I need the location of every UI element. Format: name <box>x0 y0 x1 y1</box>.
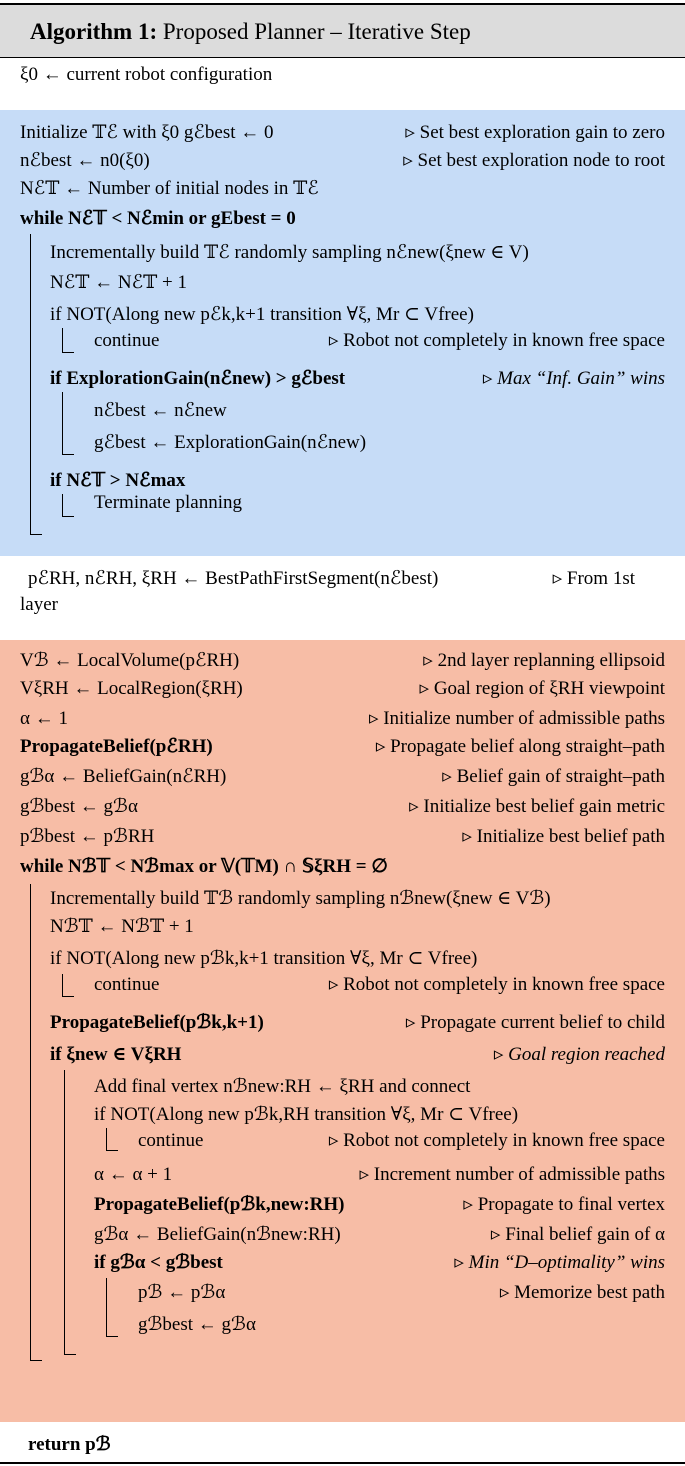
comment: ▹ Set best exploration gain to zero <box>405 122 665 143</box>
best-path-line: pℰRH, nℰRH, ξRH ← BestPathFirstSegment(nℰbest) <box>28 568 439 589</box>
comment: ▹ Set best exploration node to root <box>403 150 665 171</box>
code-line: nℰbest ← nℰnew <box>94 400 227 421</box>
code-line: pℬ ← pℬα <box>138 1282 226 1303</box>
while-scope-bar <box>30 884 31 1360</box>
if-scope-bar <box>106 1128 107 1150</box>
code-line: if NOT(Along new pℰk,k+1 transition ∀ξ, Mr ⊂ Vfree) <box>50 304 474 325</box>
code-line: Nℰ𝕋 ← Number of initial nodes in 𝕋ℰ <box>20 178 319 199</box>
best-path-line-cont: layer <box>20 594 58 615</box>
if-scope-bar <box>62 974 63 996</box>
comment: ▹ Robot not completely in known free space <box>328 974 665 995</box>
bottom-rule <box>0 1462 685 1464</box>
comment: ▹ 2nd layer replanning ellipsoid <box>423 650 665 671</box>
code-line: PropagateBelief(pℬk,k+1) <box>50 1012 264 1033</box>
comment: ▹ Min “D–optimality” wins <box>454 1252 665 1273</box>
if-scope-end <box>62 454 74 455</box>
comment: ▹ Goal region reached <box>493 1044 665 1065</box>
comment: ▹ Robot not completely in known free space <box>328 1130 665 1151</box>
if-scope-end <box>106 1336 118 1337</box>
return-line: return pℬ <box>28 1434 111 1455</box>
code-line: α ← 1 <box>20 708 68 729</box>
while-scope-end <box>30 1360 42 1361</box>
code-line: if ξnew ∈ VξRH <box>50 1044 182 1065</box>
comment: ▹ Memorize best path <box>499 1282 665 1303</box>
algorithm-label: Algorithm 1: <box>30 19 158 44</box>
exploration-layer-block <box>0 110 685 556</box>
init-line: ξ0 ← current robot configuration <box>20 64 273 85</box>
comment: ▹ Initialize best belief path <box>462 826 665 847</box>
code-line: gℰbest ← ExplorationGain(nℰnew) <box>94 432 367 453</box>
code-line: Incrementally build 𝕋ℰ randomly sampling nℰnew(ξnew ∈ V) <box>50 242 529 263</box>
comment: ▹ From 1st <box>552 568 635 589</box>
while-scope-bar <box>30 234 31 534</box>
comment: ▹ Initialize number of admissible paths <box>368 708 665 729</box>
comment: ▹ Propagate current belief to child <box>405 1012 665 1033</box>
comment: ▹ Max “Inf. Gain” wins <box>482 368 665 389</box>
if-scope-bar <box>106 1278 107 1336</box>
code-line: if gℬα < gℬbest <box>94 1252 223 1273</box>
comment: ▹ Goal region of ξRH viewpoint <box>419 678 665 699</box>
if-scope-end <box>64 1354 76 1355</box>
code-line: continue <box>94 330 160 351</box>
if-scope-bar <box>62 328 63 352</box>
code-line: if NOT(Along new pℬk,RH transition ∀ξ, Mr ⊂ Vfree) <box>94 1104 519 1125</box>
while-line: while Nℬ𝕋 < Nℬmax or 𝕍(𝕋M) ∩ 𝕊ξRH = ∅ <box>20 856 388 877</box>
if-scope-bar <box>62 494 63 516</box>
if-scope-bar <box>64 1070 65 1354</box>
comment: ▹ Initialize best belief gain metric <box>409 796 665 817</box>
code-line: continue <box>94 974 160 995</box>
code-line: if Nℰ𝕋 > Nℰmax <box>50 470 186 491</box>
code-line: gℬbest ← gℬα <box>20 796 138 817</box>
code-line: gℬα ← BeliefGain(nℬnew:RH) <box>94 1224 341 1245</box>
code-line: pℬbest ← pℬRH <box>20 826 155 847</box>
comment: ▹ Robot not completely in known free space <box>328 330 665 351</box>
comment: ▹ Propagate to final vertex <box>463 1194 665 1215</box>
code-line: α ← α + 1 <box>94 1164 173 1185</box>
code-line: PropagateBelief(pℰRH) <box>20 736 213 757</box>
algorithm-name: Proposed Planner – Iterative Step <box>162 19 471 44</box>
if-scope-end <box>106 1150 118 1151</box>
if-scope-end <box>62 516 74 517</box>
code-line: continue <box>138 1130 204 1151</box>
comment: ▹ Propagate belief along straight–path <box>375 736 665 757</box>
title-rule <box>0 57 685 58</box>
code-line: if NOT(Along new pℬk,k+1 transition ∀ξ, Mr ⊂ Vfree) <box>50 948 478 969</box>
if-scope-end <box>62 352 74 353</box>
code-line: if ExplorationGain(nℰnew) > gℰbest <box>50 368 346 389</box>
if-scope-bar <box>62 392 63 454</box>
comment: ▹ Belief gain of straight–path <box>442 766 665 787</box>
code-line: VξRH ← LocalRegion(ξRH) <box>20 678 243 699</box>
algorithm-title <box>30 19 471 45</box>
comment: ▹ Final belief gain of α <box>490 1224 665 1245</box>
code-line: Add final vertex nℬnew:RH ← ξRH and connect <box>94 1076 471 1097</box>
code-line: PropagateBelief(pℬk,new:RH) <box>94 1194 345 1215</box>
while-scope-end <box>30 534 42 535</box>
code-line: gℬα ← BeliefGain(nℰRH) <box>20 766 227 787</box>
comment: ▹ Increment number of admissible paths <box>359 1164 665 1185</box>
code-line: Vℬ ← LocalVolume(pℰRH) <box>20 650 240 671</box>
code-line: gℬbest ← gℬα <box>138 1314 256 1335</box>
code-line: Terminate planning <box>94 492 242 513</box>
belief-layer-block <box>0 640 685 1422</box>
code-line: nℰbest ← n0(ξ0) <box>20 150 150 171</box>
code-line: Nℬ𝕋 ← Nℬ𝕋 + 1 <box>50 916 194 937</box>
if-scope-end <box>62 996 74 997</box>
code-line: Nℰ𝕋 ← Nℰ𝕋 + 1 <box>50 272 187 293</box>
while-line: while Nℰ𝕋 < Nℰmin or gEbest = 0 <box>20 208 296 229</box>
code-line: Incrementally build 𝕋ℬ randomly sampling nℬnew(ξnew ∈ Vℬ) <box>50 888 551 909</box>
code-line: Initialize 𝕋ℰ with ξ0 gℰbest ← 0 <box>20 122 274 143</box>
title-bar <box>0 5 685 57</box>
